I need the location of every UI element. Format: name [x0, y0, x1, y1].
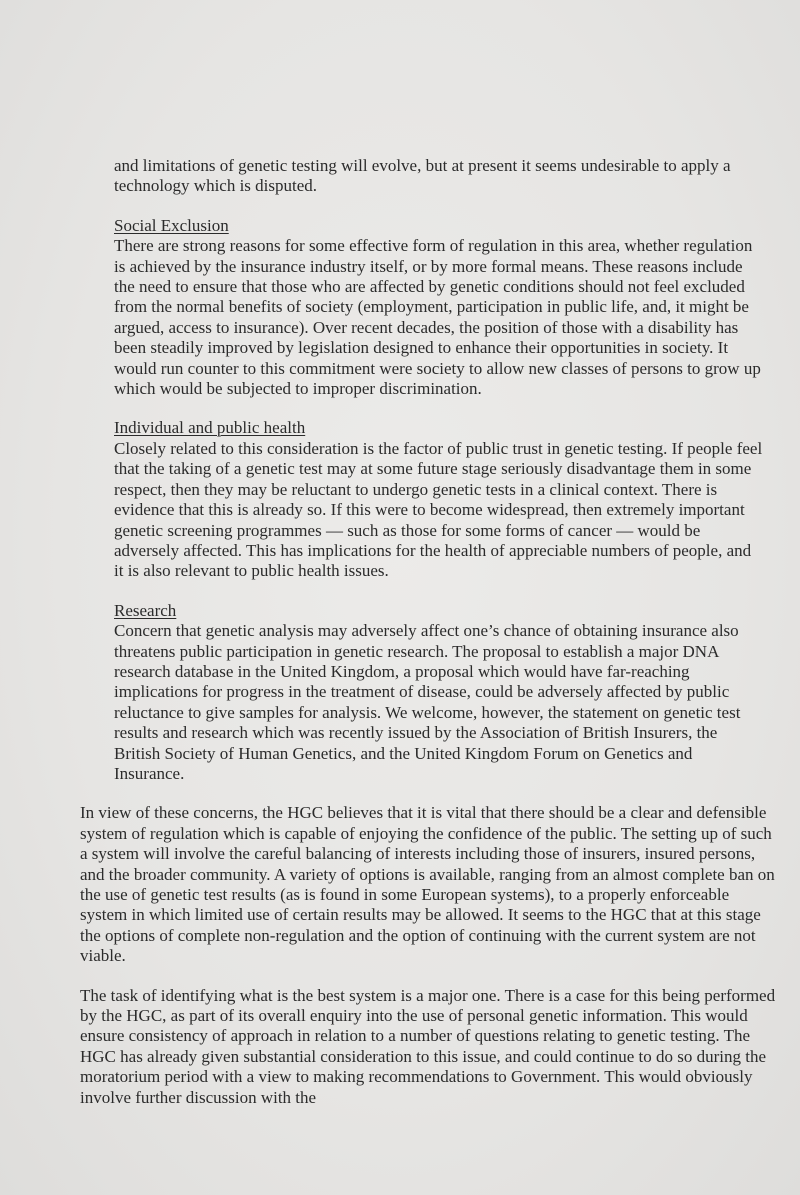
section-individual-public-health [114, 418, 764, 581]
section-heading: Individual and public health [114, 418, 306, 438]
paragraph-regulation-view: In view of these concerns, the HGC believes that it is vital that there should be a clear and defensible system of regulation which is capable of enjoying the confidence of the public. The setting up of such a system will involve the careful balancing of interests including those of insurers, insured persons, and the broader community. A variety of options is available, ranging from an almost complete ban on the use of genetic test results (as is found in some European systems), to a properly enforceable system in which limited use of certain results may be allowed. It seems to the HGC that at this stage the options of complete non-regulation and the option of continuing with the current system are not viable. [80, 803, 775, 966]
section-social-exclusion [114, 216, 764, 400]
section-body: Concern that genetic analysis may adversely affect one’s chance of obtaining insurance also threatens public participation in genetic research. The proposal to establish a major DNA research database in the United Kingdom, a proposal which would have far-reaching implications for progress in the treatment of disease, could be adversely affected by public reluctance to give samples for analysis. We welcome, however, the statement on genetic test results and research which was recently issued by the Association of British Insurers, the British Society of Human Genetics, and the United Kingdom Forum on Genetics and Insurance. [114, 621, 741, 783]
section-heading: Research [114, 600, 177, 620]
section-research [114, 601, 764, 785]
section-heading: Social Exclusion [114, 215, 229, 235]
document-body [80, 156, 780, 1127]
intro-continuation-paragraph: and limitations of genetic testing will evolve, but at present it seems undesirable to apply a technology which is disputed. [114, 156, 731, 196]
paragraph-identifying-system: The task of identifying what is the best system is a major one. There is a case for this being performed by the HGC, as part of its overall enquiry into the use of personal genetic information. This would ensure consistency of approach in relation to a number of questions relating to genetic testing. The HGC has already given substantial consideration to this issue, and could continue to do so during the moratorium period with a view to making recommendations to Government. This would obviously involve further discussion with the [80, 985, 776, 1107]
section-body: There are strong reasons for some effective form of regulation in this area, whether regulation is achieved by the insurance industry itself, or by more formal means. These reasons include the need to ensure that those who are affected by genetic conditions should not feel excluded from the normal benefits of society (employment, participation in public life, and, it might be argued, access to insurance). Over recent decades, the position of those with a disability has been steadily improved by legislation designed to enhance their opportunities in society. It would run counter to this commitment were society to allow new classes of persons to grow up which would be subjected to improper discrimination. [114, 236, 761, 399]
section-body: Closely related to this consideration is the factor of public trust in genetic testing. If people feel that the taking of a genetic test may at some future stage seriously disadvantage them in some respect, then they may be reluctant to undergo genetic tests in a clinical context. There is evidence that this is already so. If this were to become widespread, then extremely important genetic screening programmes — such as those for some forms of cancer — would be adversely affected. This has implications for the health of appreciable numbers of people, and it is also relevant to public health issues. [114, 438, 763, 581]
